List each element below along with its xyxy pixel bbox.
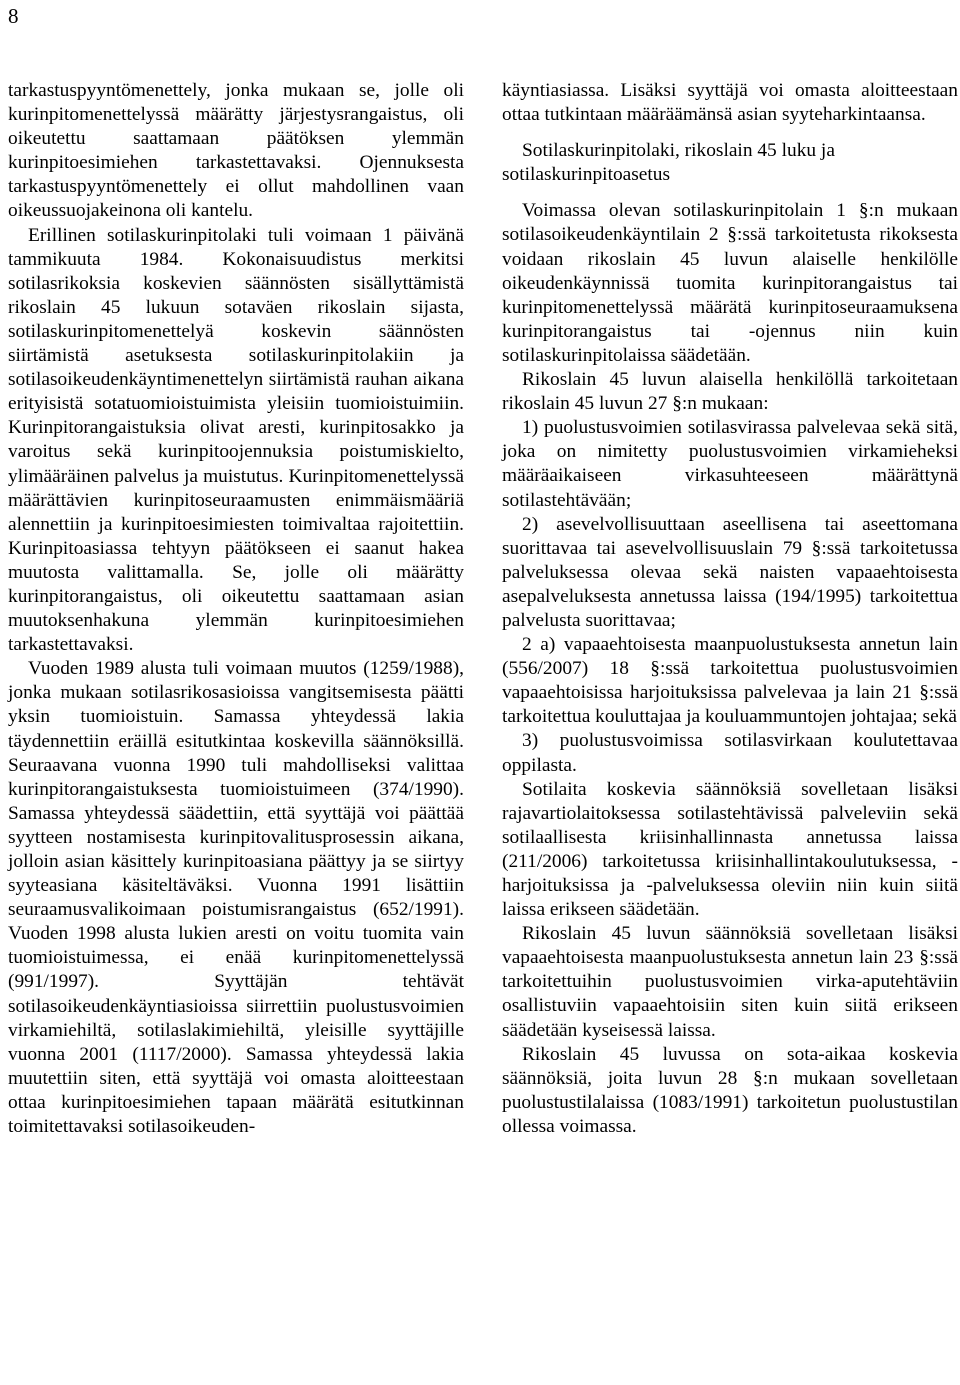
- right-column: [502, 79, 958, 1139]
- left-column: [8, 79, 464, 1139]
- section-heading: Sotilaskurinpitolaki, rikoslain 45 luku ja sotilaskurinpitoasetus: [502, 140, 835, 186]
- list-item: 2) asevelvollisuuttaan aseellisena tai aseettomana suorittavaa tai asevelvollisuuslain 79 §:ssä tarkoitetussa palveluksessa olevaa sekä naisten vapaaehtoisesta asepalveluksesta annetussa laissa (194/1995) tarkoitettua palvelusta suorittavaa;: [502, 513, 958, 631]
- paragraph: Voimassa olevan sotilaskurinpitolain 1 §:n mukaan sotilasoikeudenkäyntilain 2 §:ssä tarkoitetusta rikoksesta voidaan rikoslain 45 luvun alaiselle henkilölle oikeudenkäynnissä tuomita kurinpitorangaistus tai kurinpitomenettelyssä määrätä kurinpitoseuraamuksena kurinpitorangaistus tai -ojennus niin kuin sotilaskurinpitolaissa säädetään.: [502, 200, 958, 366]
- paragraph: Sotilaita koskevia säännöksiä sovelletaan lisäksi rajavartiolaitoksessa sotilastehtävissä palveleviin sekä sotilaallisesta kriisinhallinnasta annetussa laissa (211/2006) tarkoitetussa kriisinhallintakoulutuksessa, -harjoituksissa ja -palveluksessa oleviin niin kuin siitä laissa erikseen säädetään.: [502, 778, 958, 921]
- paragraph: Erillinen sotilaskurinpitolaki tuli voimaan 1 päivänä tammikuuta 1984. Kokonaisuudistus merkitsi sotilasrikoksia koskevien säännösten sisällyttämistä rikoslain 45 lukuun sotaväen rikoslain sijasta, sotilaskurinpitomenettelyä koskevin säännösten siirtämistä asetuksesta sotilaskurinpitolakiin ja sotilasoikeudenkäyntimenettelyn siirtämistä rauhan aikana erityisistä sotatuomioistuimista yleisiin tuomioistuimiin. Kurinpitorangaistuksia olivat aresti, kurinpitosakko ja varoitus sekä kurinpitoojennuksia poistumiskielto, ylimääräinen palvelus ja muistutus. Kurinpitomenettelyssä määrättävien kurinpitoseuraamusten enimmäismääriä alennettiin ja kurinpitoesimiesten toimivaltaa rajoitettiin. Kurinpitoasiassa tehtyyn päätökseen ei saanut hakea muutosta valittamalla. Se, jolle oli määrätty kurinpitorangaistus, oli oikeutettu saattamaan asian muutoksenhakuna ylemmän kurinpitoesimiehen tarkastettavaksi.: [8, 224, 464, 656]
- list-item: 1) puolustusvoimien sotilasvirassa palvelevaa sekä sitä, joka on nimitetty puolustusvoimien virkamieheksi määräaikaiseen virkasuhteeseen määrättynä sotilastehtävään;: [502, 417, 958, 511]
- paragraph: Rikoslain 45 luvun säännöksiä sovelletaan lisäksi vapaaehtoisesta maanpuolustuksesta annetun lain 23 §:ssä tarkoitettuihin puolustusvoimien virka-aputehtäviin osallistuviin vapaaehtoisiin siten kuin siitä erikseen säädetään kyseisessä laissa.: [502, 923, 958, 1041]
- paragraph: tarkastuspyyntömenettely, jonka mukaan se, jolle oli kurinpitomenettelyssä määrätty järjestysrangaistus, oli oikeutettu saattamaan päätöksen ylemmän kurinpitoesimiehen tarkastettavaksi. Ojennuksesta tarkastuspyyntömenettely ei ollut mahdollinen vaan oikeussuojakeinona oli kantelu.: [8, 80, 464, 222]
- paragraph: käyntiasiassa. Lisäksi syyttäjä voi omasta aloitteestaan ottaa tutkintaan määräämänsä asian syyteharkintaansa.: [502, 80, 958, 126]
- list-item: 2 a) vapaaehtoisesta maanpuolustuksesta annetun lain (556/2007) 18 §:ssä tarkoitettua puolustusvoimien vapaaehtoisissa harjoituksissa palvelevaa ja lain 21 §:ssä tarkoitettua kouluttajaa ja kouluammuntojen johtajaa; sekä: [502, 634, 958, 728]
- paragraph: Vuoden 1989 alusta tuli voimaan muutos (1259/1988), jonka mukaan sotilasrikosasioissa vangitsemisesta päätti yksin tuomioistuin. Samassa yhteydessä lakia täydennettiin eräillä esitutkintaa koskevilla säännöksillä. Seuraavana vuonna 1990 tuli mahdolliseksi valittaa kurinpitorangaistuksesta tuomioistuimeen (374/1990). Samassa yhteydessä säädettiin, että syyttäjä voi päättää syytteen nostamisesta kurinpitovalitusprosessin aikana, jolloin asian käsittely kurinpitoasiana päättyy ja se siirtyy syyteasiana käsiteltäväksi. Vuonna 1991 lisättiin seuraamusvalikoimaan poistumisrangaistus (652/1991). Vuoden 1998 alusta lukien aresti on voitu tuomita vain tuomioistuimessa, ei enää kurinpitomenettelyssä (991/1997). Syyttäjän tehtävät sotilasoikeudenkäyntiasioissa siirrettiin puolustusvoimien virkamiehiltä, sotilaslakimiehiltä, yleisille syyttäjille vuonna 2001 (1117/2000). Samassa yhteydessä lakia muutettiin siten, että syyttäjä voi omasta aloitteestaan ottaa kurinpitoesimiehen tapaan määrätä esitutkinnan toimitettavaksi sotilasoikeuden-: [8, 658, 464, 1138]
- paragraph: Rikoslain 45 luvussa on sota-aikaa koskevia säännöksiä, joita luvun 28 §:n mukaan sovelletaan puolustustilalaissa (1083/1991) tarkoitetun puolustustilan ollessa voimassa.: [502, 1043, 958, 1137]
- page-number: 8: [8, 4, 19, 28]
- list-item: 3) puolustusvoimissa sotilasvirkaan koulutettavaa oppilasta.: [502, 730, 958, 776]
- paragraph: Rikoslain 45 luvun alaisella henkilöllä tarkoitetaan rikoslain 45 luvun 27 §:n mukaan:: [502, 369, 958, 415]
